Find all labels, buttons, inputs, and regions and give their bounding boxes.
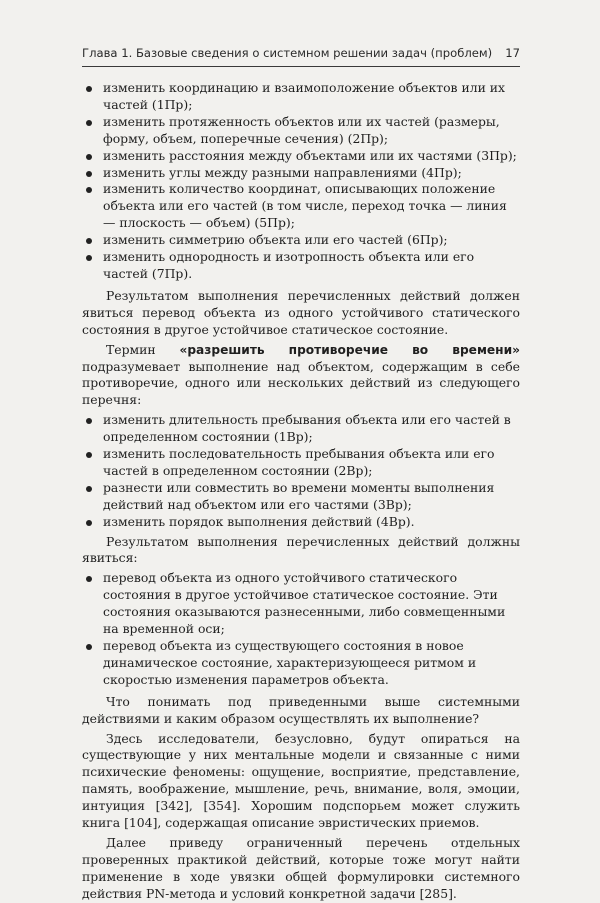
page-number: 17 xyxy=(505,46,520,60)
paragraph: Результатом выполнения перечисленных действий должен явиться перевод объекта из одного устойчивого статического состояния в другое устойчивое статическое состояние. xyxy=(82,287,520,337)
paragraph: Результатом выполнения перечисленных действий должны явиться: xyxy=(82,533,520,566)
paragraph: Что понимать под приведенными выше системными действиями и каким образом осуществлять их выполнение? xyxy=(82,693,520,726)
header-rule xyxy=(82,66,520,67)
paragraph-term-definition: Термин «разрешить противоречие во времени» подразумевает выполнение над объектом, содержащим в себе противоречие, одного или нескольких действий из следующего перечня: xyxy=(82,341,521,408)
list-item: разнести или совместить во времени моменты выполнения действий над объектом или его частями (3Вр); xyxy=(82,480,520,514)
list-item: изменить координацию и взаимоположение объектов или их частей (1Пр); xyxy=(82,80,520,114)
list-item: изменить симметрию объекта или его частей (6Пр); xyxy=(82,232,520,249)
page-content xyxy=(82,80,520,903)
list-item: изменить длительность пребывания объекта или его частей в определенном состоянии (1Вр); xyxy=(82,412,520,446)
paragraph: Далее приведу ограниченный перечень отдельных проверенных практикой действий, которые тоже могут найти применение в ходе увязки общей формулировки системного действия PN-метода и условий конкретной задачи [285]. xyxy=(82,834,520,901)
list-item: перевод объекта из одного устойчивого статического состояния в другое устойчивое статическое состояние. Эти состояния оказываются разнесенными, либо совмещенными на временной оси; xyxy=(82,570,520,638)
list-item: перевод объекта из существующего состояния в новое динамическое состояние, характеризующееся ритмом и скоростью изменения параметров объекта. xyxy=(82,638,520,689)
spatial-actions-list xyxy=(82,80,520,283)
list-item: изменить углы между разными направлениями (4Пр); xyxy=(82,165,520,182)
list-item: изменить количество координат, описывающих положение объекта или его частей (в том числе, переход точка — линия — плоскость — объем) (5Пр); xyxy=(82,181,520,232)
results-list xyxy=(82,570,520,688)
list-item: изменить последовательность пребывания объекта или его частей в определенном состоянии (2Вр); xyxy=(82,446,520,480)
running-header xyxy=(82,46,520,60)
time-actions-list xyxy=(82,412,520,530)
list-item: изменить расстояния между объектами или их частями (3Пр); xyxy=(82,148,520,165)
list-item: изменить однородность и изотропность объекта или его частей (7Пр). xyxy=(82,249,520,283)
term-bold: «разрешить противоречие во времени» xyxy=(179,342,521,357)
paragraph: Здесь исследователи, безусловно, будут опираться на существующие у них ментальные модели и связанные с ними психические феномены: ощущение, восприятие, представление, память, воображение, мышление, речь, внимание, воля, эмоции, интуиция [342], [354]. Хорошим подспорьем может служить книга [104], содержащая описание эвристических приемов. xyxy=(82,730,520,831)
chapter-title: Глава 1. Базовые сведения о системном решении задач (проблем) xyxy=(82,46,493,60)
list-item: изменить протяженность объектов или их частей (размеры, форму, объем, поперечные сечения) (2Пр); xyxy=(82,114,520,148)
list-item: изменить порядок выполнения действий (4Вр). xyxy=(82,514,520,531)
